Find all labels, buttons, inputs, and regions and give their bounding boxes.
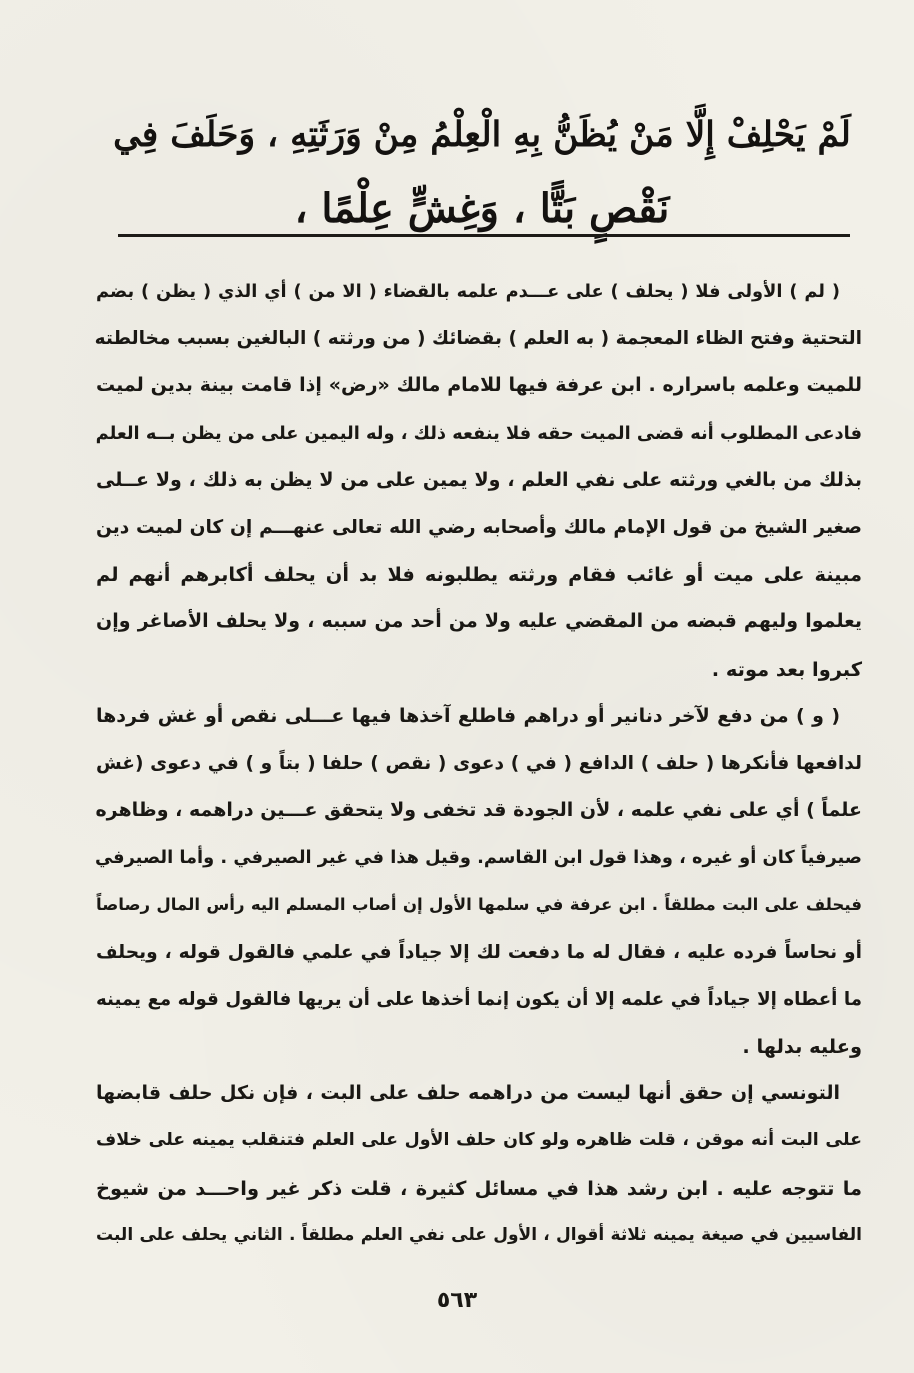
separator-rule [118,234,850,237]
text-line: صغير الشيخ من قول الإمام مالك وأصحابه رضي الله تعالى عنهـــم إن كان لميت دين [96,516,862,538]
text-line: فيحلف على البت مطلقاً . ابن عرفة في سلمها الأول إن أصاب المسلم اليه رأس المال رصاصاً [96,895,862,915]
text-line: التحتية وفتح الظاء المعجمة ( به العلم ) بقضائك ( من ورثته ) البالغين بسبب مخالطته [94,328,862,350]
text-line: على البت أنه موقن ، قلت ظاهره ولو كان حلف الأول على العلم فتنقلب يمينه على خلاف [96,1130,862,1151]
text-line: ما أعطاه إلا جياداً في علمه إلا أن يكون إنما أخذها على أن يريها فالقول قوله مع يمينه [96,988,862,1010]
text-line: التونسي إن حقق أنها ليست من دراهمه حلف على البت ، فإن نكل حلف قابضها [96,1082,840,1105]
paragraph-3 [96,1070,862,1259]
text-line: ما تتوجه عليه . ابن رشد هذا في مسائل كثيرة ، قلت ذكر غير واحـــد من شيوخ [96,1176,862,1200]
text-line: فادعى المطلوب أنه قضى الميت حقه فلا ينفعه ذلك ، وله اليمين على من يظن بــه العلم [95,422,862,444]
matn-line-2: نَقْصٍ بَتًّا ، وَغِشٍّ عِلْمًا ، [294,185,670,232]
text-line: الفاسيين في صيغة يمينه ثلاثة أقوال ، الأول على نفي العلم مطلقاً . الثاني يحلف على البت [96,1224,862,1245]
commentary-text [96,268,862,1259]
text-line: وعليه بدلها . [742,1035,862,1058]
paragraph-2 [96,693,862,1071]
text-line: ( لم ) الأولى فلا ( يحلف ) على عـــدم علمه بالقضاء ( الا من ) أي الذي ( يظن ) بضم [96,281,840,302]
text-line: علماً ) أي على نفي علمه ، لأن الجودة قد تخفى ولا يتحقق عـــين دراهمه ، وظاهره [95,799,862,822]
text-line: كبروا بعد موته . [711,657,862,681]
text-line: بذلك من بالغي ورثته على نفي العلم ، ولا يمين على من لا يظن به ذلك ، ولا عــلى [96,468,862,491]
text-line: صيرفياً كان أو غيره ، وهذا قول ابن القاسم. وقيل هذا في غير الصيرفي . وأما الصيرفي [94,847,862,869]
matn-line-1: لَمْ يَحْلِفْ إِلَّا مَنْ يُظَنُّ بِهِ الْعِلْمُ مِنْ وَرَثَتِهِ ، وَحَلَفَ فِي [113,115,851,155]
matn-text [110,98,854,246]
text-line: مبينة على ميت أو غائب فقام ورثته يطلبونه فلا بد أن يحلف أكابرهم أنهم لم [96,563,862,587]
text-line: لدافعها فأنكرها ( حلف ) الدافع ( في ) دعوى ( نقص ) حلفا ( بتاً و ) في دعوى (غش [96,752,862,774]
text-line: أو نحاساً فرده عليه ، فقال له ما دفعت لك إلا جياداً في علمي فالقول قوله ، ويحلف [96,941,862,963]
text-line: للميت وعلمه باسراره . ابن عرفة فيها للامام مالك «رض» إذا قامت بينة بدين لميت [96,374,862,397]
text-line: ( و ) من دفع لآخر دنانير أو دراهم فاطلع آخذها فيها عـــلى نقص أو غش فردها [96,704,840,727]
page-number: ٥٦٣ [436,1288,478,1313]
paragraph-1 [96,268,862,693]
text-line: يعلموا وليهم قبضه من المقضي عليه ولا من أحد من سببه ، ولا يحلف الأصاغر وإن [96,610,862,633]
